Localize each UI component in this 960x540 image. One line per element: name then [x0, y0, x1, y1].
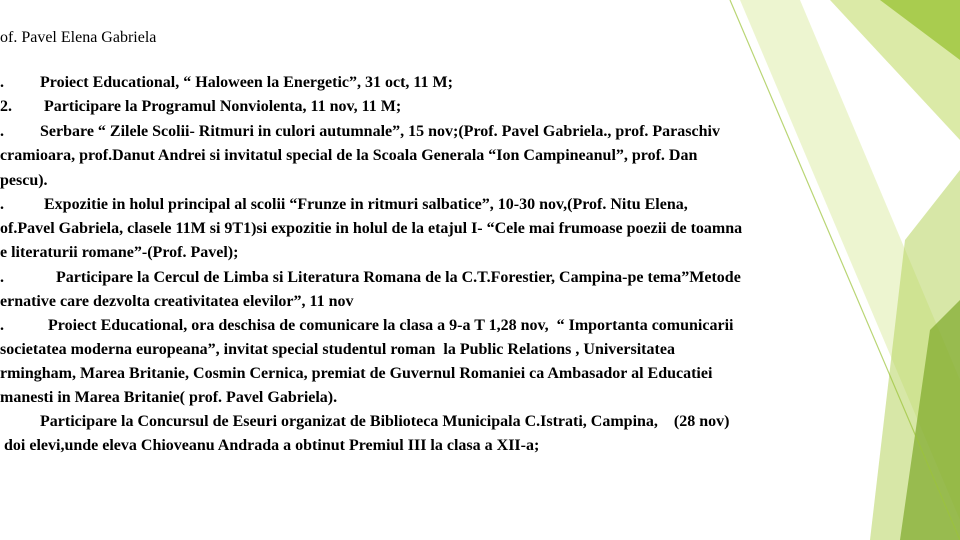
text-line: cramioara, prof.Danut Andrei si invitatul special de la Scoala Generala “Ion Campineanul”, prof. Dan: [0, 147, 698, 164]
text-line: . Proiect Educational, “ Haloween la Energetic”, 31 oct, 11 M;: [0, 74, 453, 91]
text-line: pescu).: [0, 172, 48, 189]
text-line: . Proiect Educational, ora deschisa de comunicare la clasa a 9-a T 1,28 nov, “ Importanta comunicarii: [0, 317, 734, 334]
text-line: . Participare la Cercul de Limba si Literatura Romana de la C.T.Forestier, Campina-pe tema”Metode: [0, 269, 741, 286]
text-line: rmingham, Marea Britanie, Cosmin Cernica, premiat de Guvernul Romaniei ca Ambasador al Educatiei: [0, 365, 713, 382]
text-line: of.Pavel Gabriela, clasele 11M si 9T1)si expozitie in holul de la etajul I- “Cele mai frumoase poezii de toamna: [0, 220, 743, 237]
text-line: . Serbare “ Zilele Scolii- Ritmuri in culori autumnale”, 15 nov;(Prof. Pavel Gabriela., prof. Paraschiv: [0, 123, 720, 140]
text-line: 2. Participare la Programul Nonviolenta, 11 nov, 11 M;: [0, 98, 402, 115]
text-line: Participare la Concursul de Eseuri organizat de Biblioteca Municipala C.Istrati, Campina, (28 nov): [0, 413, 730, 430]
text-line: . Expozitie in holul principal al scolii “Frunze in ritmuri salbatice”, 10-30 nov,(Prof. Nitu Elena,: [0, 196, 688, 213]
text-line: doi elevi,unde eleva Chioveanu Andrada a obtinut Premiul III la clasa a XII-a;: [0, 437, 540, 454]
text-line: societatea moderna europeana”, invitat special studentul roman la Public Relations , Universitatea: [0, 341, 675, 358]
text-line: ernative care dezvolta creativitatea elevilor”, 11 nov: [0, 293, 354, 310]
text-line: manesti in Marea Britanie( prof. Pavel Gabriela).: [0, 389, 338, 406]
text-line: e literaturii romane”-(Prof. Pavel);: [0, 244, 239, 261]
page-title: of. Pavel Elena Gabriela: [0, 29, 157, 46]
